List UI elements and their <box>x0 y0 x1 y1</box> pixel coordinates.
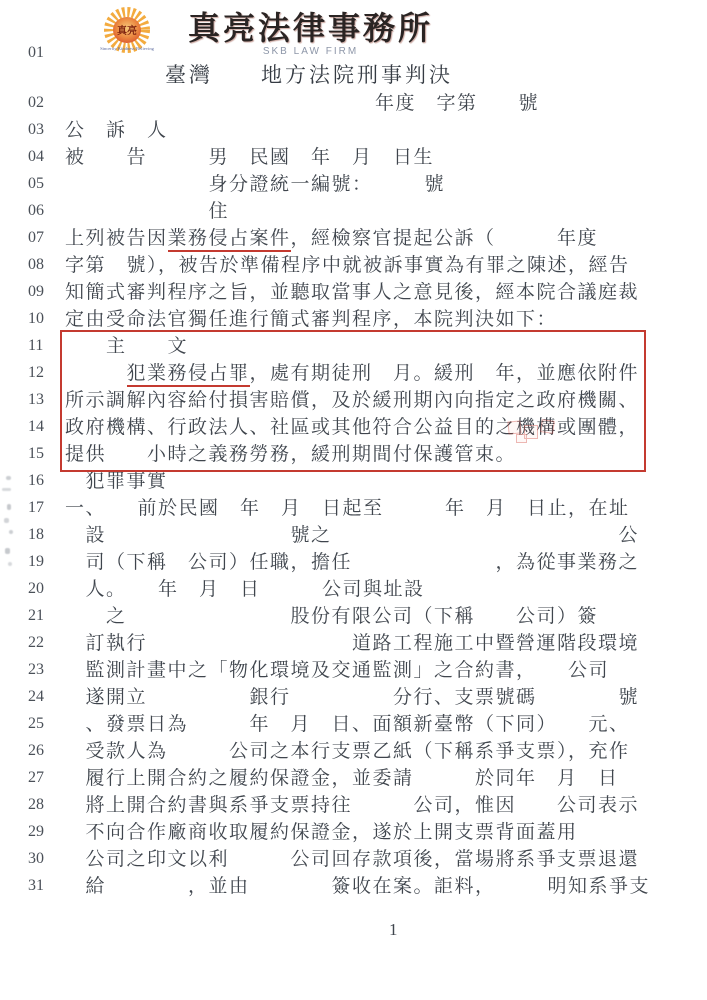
doc-line-13 <box>28 389 678 416</box>
margin-smudge <box>9 530 13 534</box>
judgment-title: 臺灣 地方法院刑事判決 <box>165 63 453 87</box>
doc-line-07 <box>28 227 678 254</box>
line-text: 監測計畫中之「物化環境及交通監測」之合約書， 公司 <box>65 660 610 681</box>
line-text: 住 <box>65 201 230 222</box>
line-number: 17 <box>28 499 44 516</box>
doc-line-05 <box>28 173 678 200</box>
line-number: 31 <box>28 877 44 894</box>
line-number: 30 <box>28 850 44 867</box>
line-number: 05 <box>28 175 44 192</box>
doc-line-03 <box>28 119 678 146</box>
doc-line-22 <box>28 632 678 659</box>
line-text: 司（下稱 公司）任職，擔任 ，為從事業務之 <box>65 552 640 573</box>
facts-heading: 犯罪事實 <box>65 471 168 492</box>
line-number: 16 <box>28 472 44 489</box>
doc-line-12 <box>28 362 678 389</box>
firm-name: 真亮法律事務所 <box>188 10 434 46</box>
doc-line-26 <box>28 740 678 767</box>
line-number: 25 <box>28 715 44 732</box>
margin-smudge <box>8 562 12 566</box>
logo-tagline: Sincerity Kindness Believing <box>100 46 154 51</box>
line-text: 政府機構、行政法人、社區或其他符合公益目的之機構或團體， <box>65 417 640 438</box>
line-number: 23 <box>28 661 44 678</box>
doc-line-24 <box>28 686 678 713</box>
line-text-post: ，經檢察官提起公訴（ 年度 <box>290 228 599 249</box>
doc-line-04 <box>28 146 678 173</box>
doc-line-01 <box>28 42 678 92</box>
line-text: 履行上開合約之履約保證金，並委請 於同年 月 日 <box>65 768 619 789</box>
highlighted-text: 犯業務侵占罪 <box>127 363 250 387</box>
doc-line-30 <box>28 848 678 875</box>
line-text <box>65 227 598 251</box>
line-text: 公 訴 人 <box>65 120 168 141</box>
line-number: 01 <box>28 44 44 61</box>
line-number: 06 <box>28 202 44 219</box>
line-number: 27 <box>28 769 44 786</box>
sun-label: 真亮 <box>117 26 137 37</box>
line-text: 給 ，並由 簽收在案。詎料， 明知系爭支 <box>65 876 651 897</box>
line-text: 所示調解內容給付損害賠償，及於緩刑期內向指定之政府機關、 <box>65 390 640 411</box>
doc-line-17 <box>28 497 678 524</box>
line-text: 身分證統一編號： 號 <box>65 174 446 195</box>
margin-smudge <box>6 476 11 480</box>
line-number: 10 <box>28 310 44 327</box>
doc-line-31 <box>28 875 678 902</box>
line-number: 15 <box>28 445 44 462</box>
line-text: 字第 號），被告於準備程序中就被訴事實為有罪之陳述，經告 <box>65 255 630 276</box>
doc-line-20 <box>28 578 678 605</box>
doc-line-28 <box>28 794 678 821</box>
doc-line-19 <box>28 551 678 578</box>
line-text: 之 股份有限公司（下稱 公司）簽 <box>65 606 599 627</box>
line-number: 21 <box>28 607 44 624</box>
document-body <box>28 42 678 902</box>
line-text: 一、 前於民國 年 月 日起至 年 月 日止，在址 <box>65 498 630 519</box>
line-number: 28 <box>28 796 44 813</box>
margin-smudge <box>5 548 10 554</box>
page-number: 1 <box>389 920 398 939</box>
line-text: 受款人為 公司之本行支票乙紙（下稱系爭支票），充作 <box>65 741 630 762</box>
line-text: 將上開合約書與系爭支票持往 公司，惟因 公司表示 <box>65 795 640 816</box>
line-number: 24 <box>28 688 44 705</box>
doc-line-09 <box>28 281 678 308</box>
doc-line-29 <box>28 821 678 848</box>
doc-line-16 <box>28 470 678 497</box>
line-text: 、發票日為 年 月 日、面額新臺幣（下同） 元、 <box>65 714 630 735</box>
line-number: 04 <box>28 148 44 165</box>
line-text: 設 號之 公 <box>65 525 640 546</box>
doc-line-15 <box>28 443 678 470</box>
line-number: 20 <box>28 580 44 597</box>
line-text-post: ，處有期徒刑 月。緩刑 年，並應依附件 <box>249 363 640 384</box>
doc-line-27 <box>28 767 678 794</box>
line-number: 14 <box>28 418 44 435</box>
line-number: 03 <box>28 121 44 138</box>
doc-line-02 <box>28 92 678 119</box>
line-number: 07 <box>28 229 44 246</box>
doc-line-18 <box>28 524 678 551</box>
line-number: 26 <box>28 742 44 759</box>
line-text <box>65 362 639 386</box>
line-text: 公司之印文以利 公司回存款項後，當場將系爭支票退還 <box>65 849 640 870</box>
line-text: 被 告 男 民國 年 月 日生 <box>65 147 435 168</box>
line-number: 12 <box>28 364 44 381</box>
margin-smudge <box>7 504 11 510</box>
line-text: 人。 年 月 日 公司與址設 <box>65 579 425 600</box>
line-text-pre: 上列被告因 <box>65 228 168 249</box>
line-text: 知簡式審判程序之旨，並聽取當事人之意見後，經本院合議庭裁 <box>65 282 640 303</box>
doc-line-23 <box>28 659 678 686</box>
case-reference: 年度 字第 號 <box>375 93 540 114</box>
line-number: 13 <box>28 391 44 408</box>
margin-smudge <box>2 488 11 491</box>
line-number: 08 <box>28 256 44 273</box>
line-number: 18 <box>28 526 44 543</box>
highlighted-text: 業務侵占案件 <box>168 228 291 252</box>
doc-line-21 <box>28 605 678 632</box>
margin-smudge <box>4 518 9 523</box>
line-number: 29 <box>28 823 44 840</box>
line-number: 09 <box>28 283 44 300</box>
firm-name-english: SKB LAW FIRM <box>262 46 359 57</box>
line-text: 提供 小時之義務勞務，緩刑期間付保護管束。 <box>65 444 517 465</box>
line-text: 訂執行 道路工程施工中暨營運階段環境 <box>65 633 640 654</box>
doc-line-25 <box>28 713 678 740</box>
line-number: 22 <box>28 634 44 651</box>
line-text: 遂開立 銀行 分行、支票號碼 號 <box>65 687 640 708</box>
doc-line-06 <box>28 200 678 227</box>
doc-line-11 <box>28 335 678 362</box>
doc-line-14 <box>28 416 678 443</box>
verdict-heading: 主 文 <box>65 336 189 357</box>
doc-line-10 <box>28 308 678 335</box>
line-number: 02 <box>28 94 44 111</box>
line-text: 定由受命法官獨任進行簡式審判程序，本院判決如下： <box>65 309 558 330</box>
doc-line-08 <box>28 254 678 281</box>
line-number: 19 <box>28 553 44 570</box>
line-number: 11 <box>28 337 44 354</box>
line-text: 不向合作廠商收取履約保證金，遂於上開支票背面蓋用 <box>65 822 578 843</box>
line-text-pre <box>65 363 127 384</box>
